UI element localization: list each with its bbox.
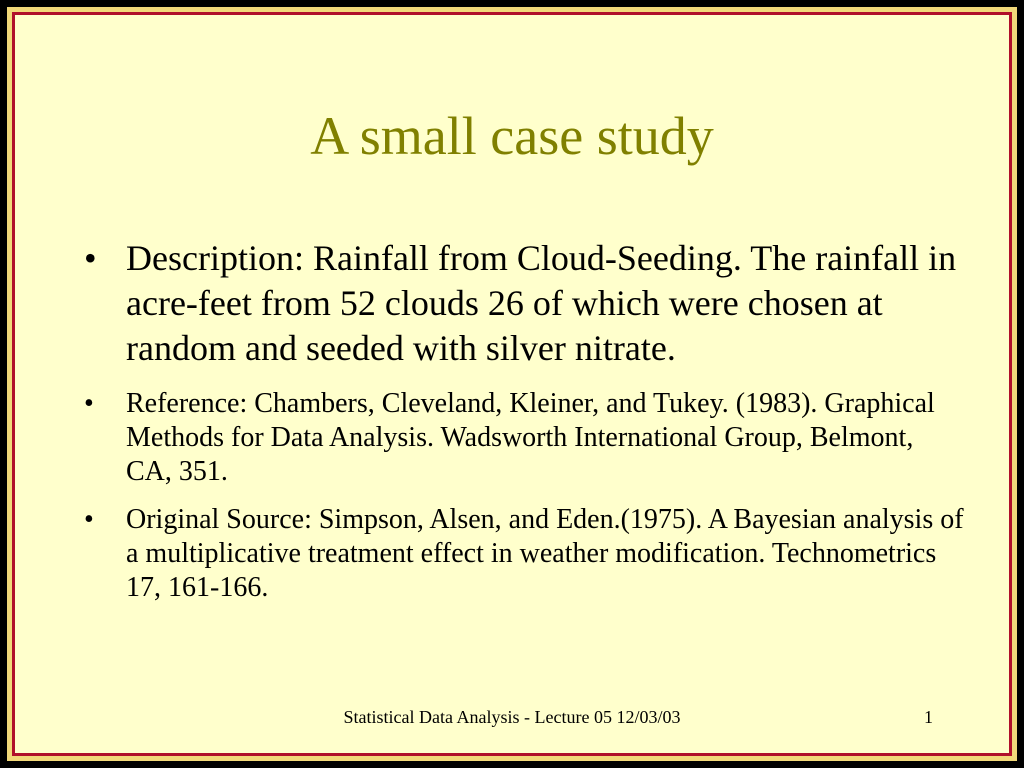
slide-footer: Statistical Data Analysis - Lecture 05 12/03/03: [343, 707, 681, 727]
bullet-text: Reference: Chambers, Cleveland, Kleiner, and Tukey. (1983). Graphical Methods for Data Analysis. Wadsworth International Group, Belmont, CA, 351.: [126, 388, 935, 487]
bullet-icon: •: [84, 388, 94, 419]
bullet-list: [84, 236, 964, 619]
bullet-text: Description: Rainfall from Cloud-Seeding. The rainfall in acre-feet from 52 clouds 26 of which were chosen at random and seeded with silver nitrate.: [126, 238, 957, 368]
bullet-reference: [84, 387, 964, 489]
bullet-description: [84, 236, 964, 371]
bullet-text: Original Source: Simpson, Alsen, and Eden.(1975). A Bayesian analysis of a multiplicative treatment effect in weather modification. Technometrics 17, 161-166.: [126, 504, 964, 603]
slide-title: A small case study: [310, 106, 714, 166]
page-number: 1: [924, 707, 933, 727]
bullet-icon: •: [84, 504, 94, 535]
bullet-original-source: [84, 503, 964, 605]
bullet-icon: •: [84, 238, 97, 278]
